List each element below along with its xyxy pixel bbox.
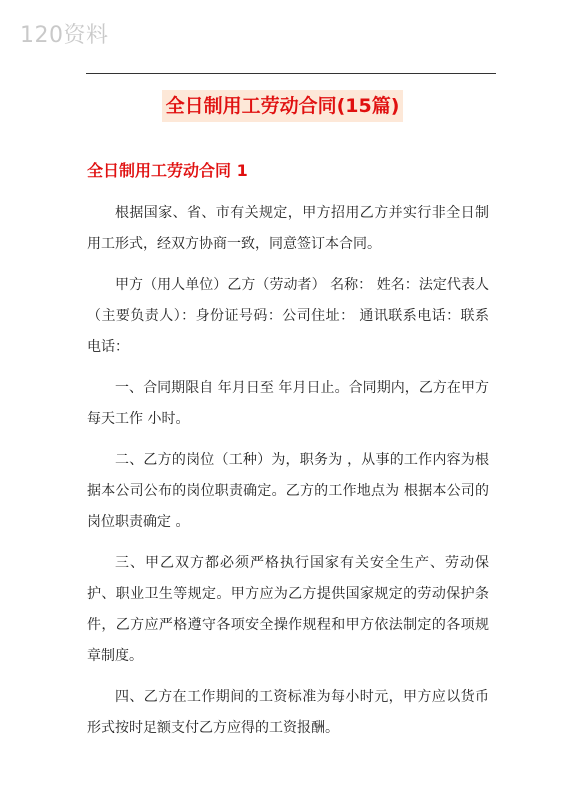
watermark-text: 120资料 [20,23,109,48]
paragraph-clause-2: 二、乙方的岗位（工种）为，职务为 ，从事的工作内容为根据本公司公布的岗位职责确定。乙方的工作地点为 根据本公司的岗位职责确定 。 [87,452,489,530]
section-title: 全日制用工劳动合同 1 [87,161,248,180]
document-title: 全日制用工劳动合同(15篇) [162,90,404,122]
paragraph-intro: 根据国家、省、市有关规定，甲方招用乙方并实行非全日制用工形式，经双方协商一致，同意签订本合同。 [87,205,489,252]
document-body [87,198,489,754]
document-title-container [0,90,565,122]
top-divider [86,73,496,74]
paragraph-clause-3: 三、甲乙双方都必须严格执行国家有关安全生产、劳动保护、职业卫生等规定。甲方应为乙方提供国家规定的劳动保护条件，乙方应严格遵守各项安全操作规程和甲方依法制定的各项规章制度。 [87,555,489,664]
paragraph-parties: 甲方（用人单位）乙方（劳动者） 名称： 姓名：法定代表人（主要负责人）：身份证号码：公司住址： 通讯联系电话：联系电话： [87,277,489,355]
paragraph-clause-4: 四、乙方在工作期间的工资标准为每小时元，甲方应以货币形式按时足额支付乙方应得的工资报酬。 [87,689,489,736]
paragraph-clause-1: 一、合同期限自 年月日至 年月日止。合同期内，乙方在甲方每天工作 小时。 [87,380,489,427]
